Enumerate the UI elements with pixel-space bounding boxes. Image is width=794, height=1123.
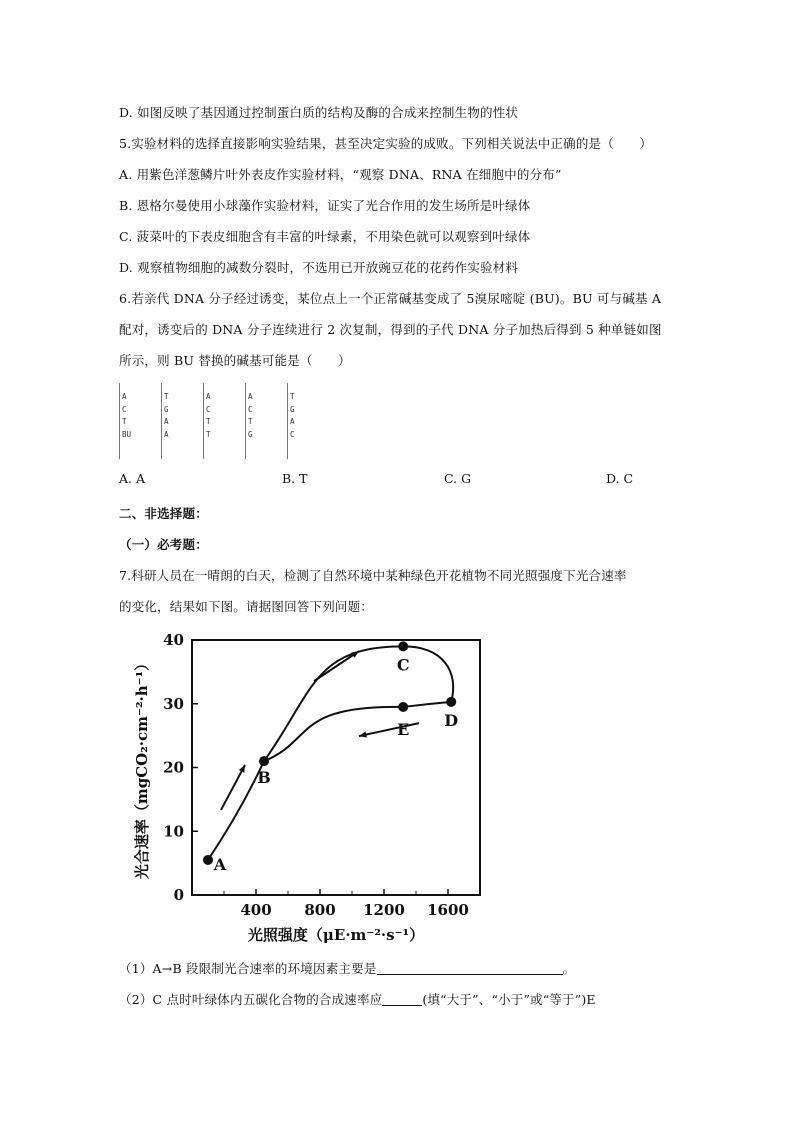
q6-stem-line2: 配对，诱变后的 DNA 分子连续进行 2 次复制，得到的子代 DNA 分子加热后得到 5 种单链如图 bbox=[119, 322, 662, 337]
answer-blank-1[interactable] bbox=[377, 961, 563, 975]
y-tick-label: 20 bbox=[163, 758, 184, 777]
point-label-e: E bbox=[397, 719, 410, 739]
q7-sub1-prefix: （1）A→B 段限制光合速率的环境因素主要是 bbox=[119, 961, 377, 976]
strand-5: T G A C bbox=[287, 383, 295, 459]
curve-a-b bbox=[208, 761, 264, 860]
q7-sub2-suffix: (填“大于”、“小于”或“等于”)E bbox=[422, 992, 596, 1007]
x-axis-label: 光照强度（μE·m⁻²·s⁻¹） bbox=[247, 926, 425, 944]
point-label-a: A bbox=[213, 854, 227, 874]
point-c bbox=[398, 641, 408, 651]
strand-1: A C T BU bbox=[119, 383, 131, 459]
q4-option-d: D. 如图反映了基因通过控制蛋白质的结构及酶的合成来控制生物的性状 bbox=[119, 105, 519, 120]
q6-option-a: A. A bbox=[119, 471, 146, 486]
q5-stem: 5.实验材料的选择直接影响实验结果，甚至决定实验的成败。下列相关说法中正确的是（ ） bbox=[119, 136, 653, 151]
strand-4: A C T G bbox=[245, 383, 253, 459]
point-e bbox=[398, 702, 408, 712]
q6-option-d: D. C bbox=[606, 471, 634, 486]
q7-sub1 bbox=[119, 961, 575, 977]
dna-strands-figure bbox=[119, 383, 319, 453]
q6-stem-line1: 6.若亲代 DNA 分子经过诱变，某位点上一个正常碱基变成了 5溴尿嘧啶 (BU)。BU 可与碱基 A bbox=[119, 291, 662, 306]
x-tick-label: 1600 bbox=[427, 901, 469, 919]
q7-sub2 bbox=[119, 992, 596, 1008]
q6-stem-line3: 所示，则 BU 替换的碱基可能是（ ） bbox=[119, 353, 351, 368]
answer-blank-2[interactable] bbox=[382, 992, 422, 1006]
point-label-c: C bbox=[396, 655, 410, 675]
photosynthesis-chart bbox=[125, 632, 505, 950]
curve-d-e bbox=[403, 702, 451, 707]
q7-sub1-suffix: 。 bbox=[562, 961, 576, 976]
curve-b-c bbox=[264, 646, 403, 761]
strand-3: A C T T bbox=[203, 383, 211, 459]
section-subtitle: （一）必考题： bbox=[119, 537, 208, 552]
q5-option-b: B. 恩格尔曼使用小球藻作实验材料，证实了光合作用的发生场所是叶绿体 bbox=[119, 198, 531, 213]
strand-2: T G A A bbox=[161, 383, 169, 459]
y-tick-label: 30 bbox=[163, 694, 184, 713]
q7-sub2-prefix: （2）C 点时叶绿体内五碳化合物的合成速率应 bbox=[119, 992, 383, 1007]
point-label-b: B bbox=[257, 768, 271, 788]
q5-option-a: A. 用紫色洋葱鳞片叶外表皮作实验材料，“观察 DNA、RNA 在细胞中的分布” bbox=[119, 167, 562, 182]
arrow-up-right bbox=[314, 651, 359, 681]
point-label-d: D bbox=[444, 710, 459, 730]
section-title: 二、非选择题： bbox=[119, 506, 208, 521]
arrow-up-left bbox=[221, 765, 245, 810]
y-tick-label: 0 bbox=[173, 886, 184, 904]
x-tick-label: 1200 bbox=[363, 901, 405, 919]
q6-option-c: C. G bbox=[444, 471, 472, 486]
x-tick-label: 400 bbox=[240, 901, 272, 919]
q7-stem-line1: 7.科研人员在一晴朗的白天，检测了自然环境中某种绿色开花植物不同光照强度下光合速率 bbox=[119, 568, 627, 583]
curve-e-b bbox=[264, 707, 403, 761]
q5-option-c: C. 菠菜叶的下表皮细胞含有丰富的叶绿素，不用染色就可以观察到叶绿体 bbox=[119, 229, 531, 244]
y-axis-label: 光合速率（mgCO₂·cm⁻²·h⁻¹） bbox=[133, 655, 151, 880]
x-tick-label: 800 bbox=[304, 901, 336, 919]
y-tick-label: 10 bbox=[163, 822, 184, 841]
arrow-back bbox=[359, 723, 419, 736]
point-a bbox=[203, 855, 213, 865]
point-b bbox=[259, 756, 269, 766]
y-tick-label: 40 bbox=[163, 632, 184, 649]
plot-frame bbox=[192, 640, 480, 895]
curve-c-d bbox=[403, 646, 453, 701]
point-d bbox=[446, 697, 456, 707]
q5-option-d: D. 观察植物细胞的减数分裂时，不选用已开放豌豆花的花药作实验材料 bbox=[119, 260, 519, 275]
q7-stem-line2: 的变化，结果如下图。请据图回答下列问题： bbox=[119, 599, 374, 614]
q6-option-b: B. T bbox=[282, 471, 308, 486]
